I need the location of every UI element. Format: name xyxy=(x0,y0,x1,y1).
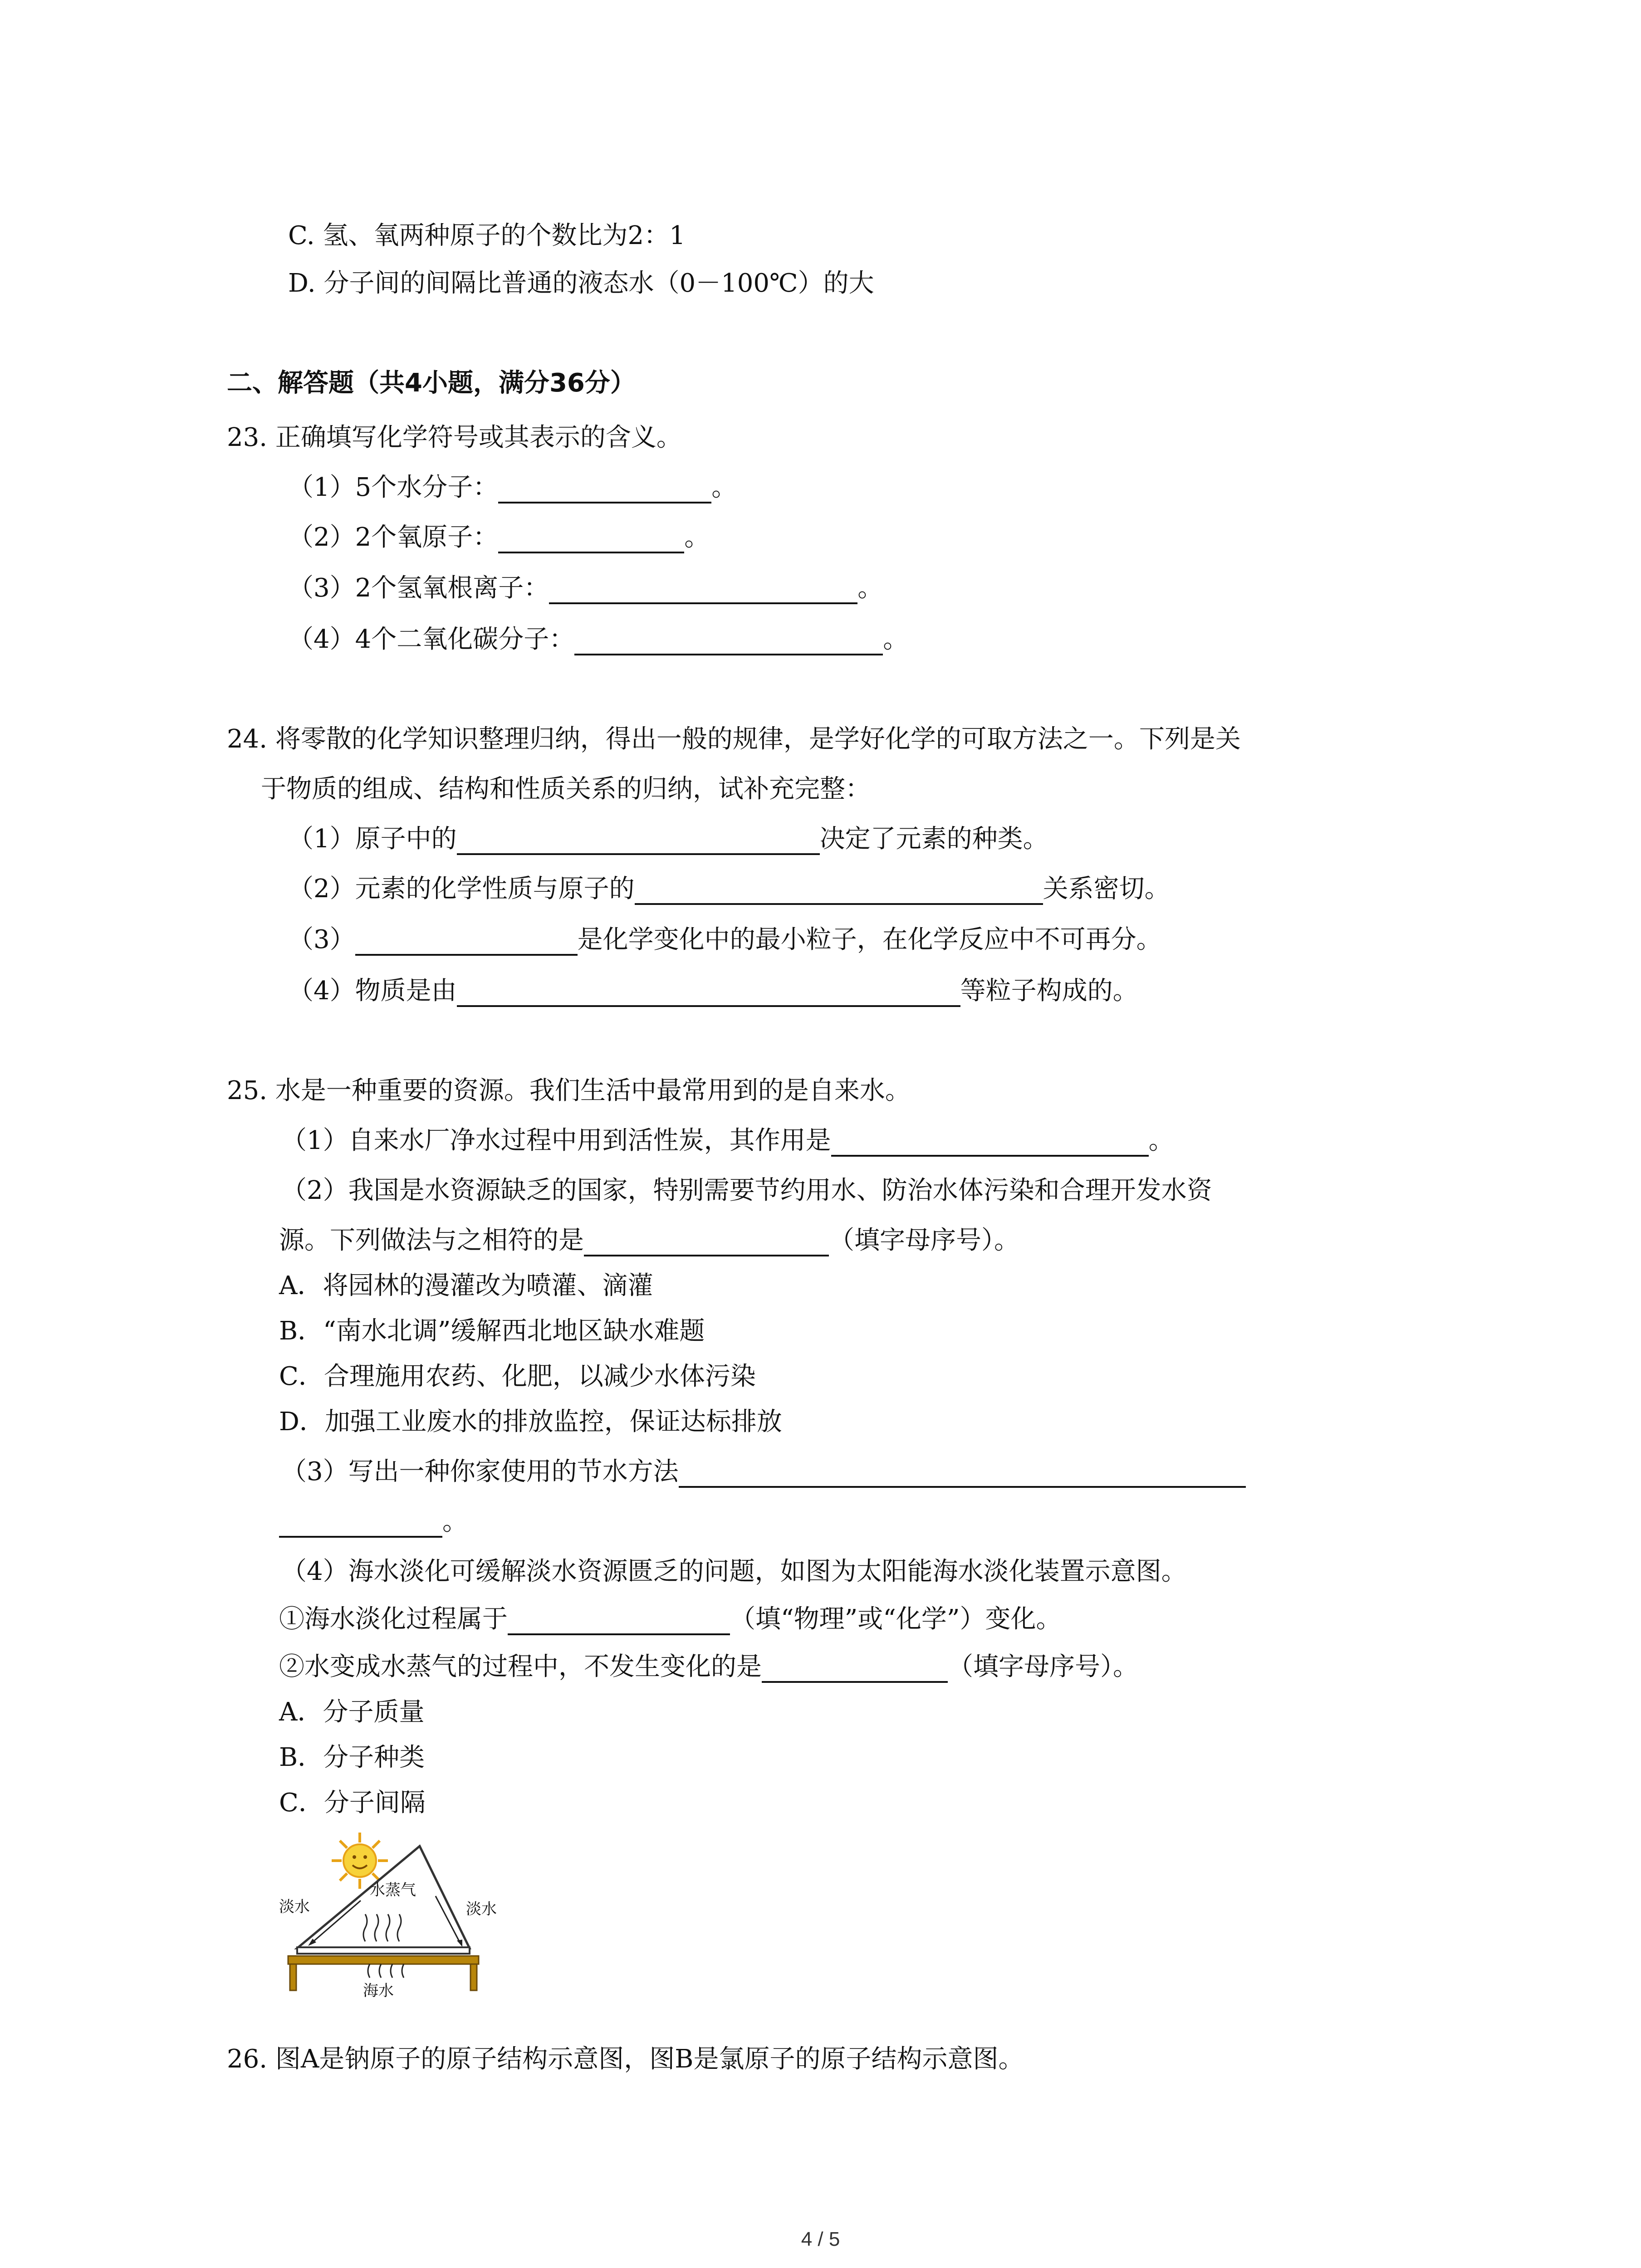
q25-part2-tail: （填字母序号）。 xyxy=(829,1226,1019,1255)
q22-option-c: C. 氢、氧两种原子的个数比为2：1 xyxy=(288,221,686,250)
q25-part2-label: 源。下列做法与之相符的是 xyxy=(279,1226,584,1255)
answer-blank[interactable] xyxy=(508,1607,730,1635)
q24-stem-line1: 24. 将零散的化学知识整理归纳，得出一般的规律，是学好化学的可取方法之一。下列是关 xyxy=(227,724,1241,754)
punct: 。 xyxy=(442,1507,468,1536)
q23-part3 xyxy=(288,572,883,604)
q25-part3 xyxy=(281,1456,1246,1488)
q25-part4-sub2-label: ②水变成水蒸气的过程中，不发生变化的是 xyxy=(279,1652,762,1681)
answer-blank[interactable] xyxy=(498,525,684,553)
q23-part1 xyxy=(288,472,737,503)
answer-blank[interactable] xyxy=(584,1228,829,1256)
q24-part3-tail: 是化学变化中的最小粒子，在化学反应中不可再分。 xyxy=(577,925,1162,954)
answer-blank[interactable] xyxy=(457,827,820,855)
answer-blank[interactable] xyxy=(831,1129,1149,1157)
wooden-stand xyxy=(288,1956,479,1964)
q24-part2-tail: 关系密切。 xyxy=(1043,874,1170,904)
q24-part1-label: （1）原子中的 xyxy=(288,824,457,854)
q23-stem: 23. 正确填写化学符号或其表示的含义。 xyxy=(227,423,682,452)
q25-sub-option-a: A．分子质量 xyxy=(279,1697,425,1727)
q23-part2 xyxy=(288,522,710,553)
solar-desalination-diagram xyxy=(279,1828,515,2000)
q25-stem: 25. 水是一种重要的资源。我们生活中最常用到的是自来水。 xyxy=(227,1076,911,1105)
q25-option-d: D．加强工业废水的排放监控，保证达标排放 xyxy=(279,1407,782,1437)
q22-option-d: D. 分子间的间隔比普通的液态水（0－100℃）的大 xyxy=(288,269,874,298)
seawater-tray xyxy=(297,1947,470,1954)
label-sea: 海水 xyxy=(363,1982,394,2000)
q25-part4-sub2 xyxy=(279,1651,1138,1683)
punct: 。 xyxy=(857,573,883,603)
q24-part4-tail: 等粒子构成的。 xyxy=(960,976,1138,1006)
vapor-arrows xyxy=(363,1914,404,1978)
q25-option-b: B．“南水北调”缓解西北地区缺水难题 xyxy=(279,1316,705,1346)
q23-part2-label: （2）2个氧原子： xyxy=(288,523,499,552)
q24-part4 xyxy=(288,975,1138,1007)
answer-blank[interactable] xyxy=(679,1460,1246,1488)
q25-part2-line2 xyxy=(279,1225,1019,1256)
q24-part3-label: （3） xyxy=(288,925,355,954)
arrow-left xyxy=(311,1901,361,1944)
q23-part4-label: （4）4个二氧化碳分子： xyxy=(288,625,575,654)
q24-part4-label: （4）物质是由 xyxy=(288,976,457,1006)
q25-sub-option-c: C．分子间隔 xyxy=(279,1788,426,1818)
q23-part1-label: （1）5个水分子： xyxy=(288,473,499,502)
q25-part4: （4）海水淡化可缓解淡水资源匮乏的问题，如图为太阳能海水淡化装置示意图。 xyxy=(281,1557,1187,1586)
q25-part1 xyxy=(281,1125,1174,1157)
q25-option-c: C．合理施用农药、化肥，以减少水体污染 xyxy=(279,1362,756,1391)
answer-blank[interactable] xyxy=(355,928,578,956)
q25-part1-label: （1）自来水厂净水过程中用到活性炭，其作用是 xyxy=(281,1126,831,1155)
answer-blank[interactable] xyxy=(635,877,1043,905)
answer-blank[interactable] xyxy=(762,1655,948,1683)
q25-part2-line1: （2）我国是水资源缺乏的国家，特别需要节约用水、防治水体污染和合理开发水资 xyxy=(281,1176,1212,1205)
q24-part2 xyxy=(288,873,1170,905)
answer-blank[interactable] xyxy=(574,627,883,655)
punct: 。 xyxy=(1148,1126,1174,1155)
q25-sub-option-b: B．分子种类 xyxy=(279,1743,425,1772)
q25-part4-sub1 xyxy=(279,1603,1062,1635)
q25-part3-label: （3）写出一种你家使用的节水方法 xyxy=(281,1457,679,1486)
q24-part1 xyxy=(288,823,1048,855)
q23-part3-label: （3）2个氢氧根离子： xyxy=(288,573,549,603)
q25-part4-sub1-label: ①海水淡化过程属于 xyxy=(279,1604,508,1634)
q25-part3-cont xyxy=(279,1506,468,1538)
q24-stem-line2: 于物质的组成、结构和性质关系的归纳，试补充完整： xyxy=(261,774,871,804)
q24-part3 xyxy=(288,924,1162,956)
section-heading: 二、解答题（共4小题，满分36分） xyxy=(227,368,636,398)
answer-blank[interactable] xyxy=(457,979,960,1007)
answer-blank[interactable] xyxy=(549,576,857,604)
q24-part2-label: （2）元素的化学性质与原子的 xyxy=(288,874,635,904)
punct: 。 xyxy=(711,473,737,502)
page-number: 4 / 5 xyxy=(801,2228,840,2250)
punct: 。 xyxy=(684,523,710,552)
punct: 。 xyxy=(883,625,909,654)
q25-part4-sub1-tail: （填“物理”或“化学”）变化。 xyxy=(730,1604,1062,1634)
label-fresh-left: 淡水 xyxy=(279,1898,310,1916)
answer-blank[interactable] xyxy=(498,475,711,503)
q24-part1-tail: 决定了元素的种类。 xyxy=(819,824,1048,854)
q25-part4-sub2-tail: （填字母序号）。 xyxy=(948,1652,1138,1681)
label-fresh-right: 淡水 xyxy=(466,1900,497,1918)
q25-option-a: A．将园林的漫灌改为喷灌、滴灌 xyxy=(279,1271,653,1300)
label-vapor: 水蒸气 xyxy=(370,1881,416,1899)
q23-part4 xyxy=(288,624,908,655)
q26-stem: 26. 图A是钠原子的原子结构示意图，图B是氯原子的原子结构示意图。 xyxy=(227,2044,1024,2074)
answer-blank[interactable] xyxy=(279,1510,442,1538)
